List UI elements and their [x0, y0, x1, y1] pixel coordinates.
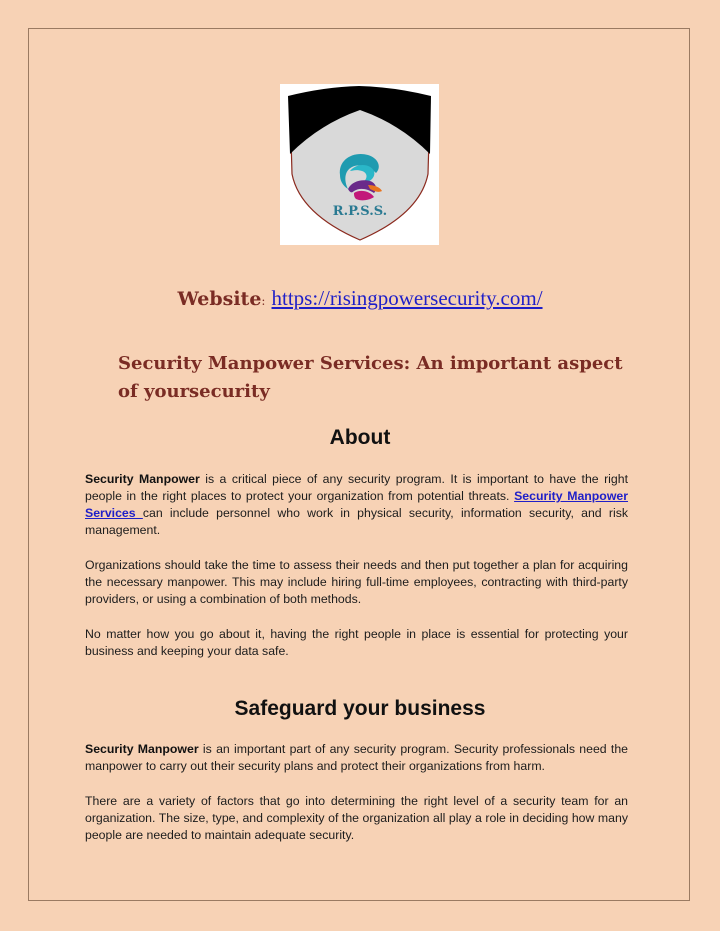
about-paragraph-3: No matter how you go about it, having the right people in place is essential for protecting your business and keeping your data safe. — [85, 627, 628, 658]
bold-lead: Security Manpower — [85, 472, 200, 486]
bold-lead: Security Manpower — [85, 742, 199, 756]
section-heading-safeguard: Safeguard your business — [234, 697, 486, 720]
website-link[interactable]: https://risingpowersecurity.com/ — [271, 286, 543, 310]
svg-text:R.P.S.S.: R.P.S.S. — [332, 204, 388, 219]
about-paragraph-1 — [85, 471, 628, 539]
about-paragraph-2: Organizations should take the time to assess their needs and then put together a plan for acquiring the necessary manpower. This may include hiring full-time employees, contracting with third-party providers, or using a combination of both methods. — [85, 558, 628, 606]
document-title: Security Manpower Services: An important aspect of yoursecurity — [118, 353, 623, 402]
website-label: Website — [177, 288, 262, 310]
security-manpower-services-link[interactable]: Security Manpower Services — [85, 489, 629, 520]
company-logo — [280, 84, 439, 245]
section-heading-about: About — [329, 426, 391, 449]
safeguard-paragraph-2: There are a variety of factors that go into determining the right level of a security team for an organization. The size, type, and complexity of the organization all play a role in deciding how many people are needed to maintain adequate security. — [85, 794, 628, 842]
paragraph-text: is a critical piece of any security program. It is important to have the right people in the right places to protect your organization from potential threats. — [85, 472, 628, 503]
website-line — [0, 284, 720, 315]
paragraph-text: can include personnel who work in physical security, information security, and risk management. — [85, 506, 628, 537]
paragraph-text: is an important part of any security program. Security professionals need the manpower to carry out their security plans and protect their organizations from harm. — [85, 742, 629, 773]
safeguard-paragraph-1 — [85, 741, 628, 775]
shield-logo-icon — [280, 84, 439, 245]
website-colon: : — [261, 294, 266, 308]
